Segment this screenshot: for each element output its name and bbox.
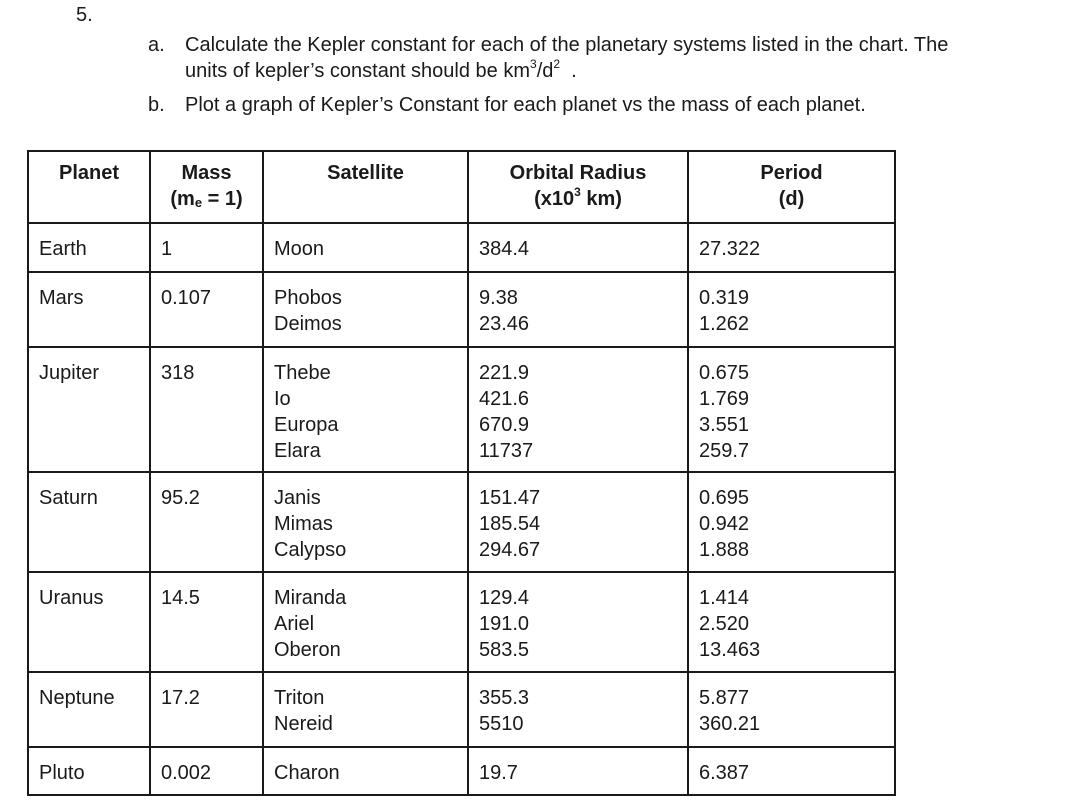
header-mass: Mass (me = 1) — [150, 151, 263, 223]
period-cell-line: 0.942 — [699, 513, 750, 535]
mass-cell: 95.2 — [150, 472, 263, 572]
period-cell-line: 1.414 — [699, 587, 750, 609]
period-cell — [688, 347, 895, 472]
satellite-cell-line: Triton — [274, 687, 325, 709]
period-cell-line: 13.463 — [699, 639, 761, 661]
orbital-radius-cell — [468, 572, 688, 672]
period-cell-line: 3.551 — [699, 414, 750, 436]
satellite-cell — [263, 747, 468, 795]
table-header-row — [28, 151, 895, 223]
part-a-line2-prefix: units of kepler’s constant should be km — [185, 60, 531, 82]
table-row — [28, 572, 895, 672]
orbital-radius-cell-line: 23.46 — [479, 313, 530, 335]
satellite-cell — [263, 572, 468, 672]
orbital-radius-cell-line: 9.38 — [479, 287, 518, 309]
satellite-cell-line: Io — [274, 388, 291, 410]
orbital-radius-cell-line: 384.4 — [479, 238, 530, 260]
header-period: Period (d) — [688, 151, 895, 223]
period-cell-line: 2.520 — [699, 613, 750, 635]
mass-subscript: e — [194, 195, 203, 210]
orbital-radius-cell-line: 583.5 — [479, 639, 530, 661]
orbital-radius-cell-line: 421.6 — [479, 388, 530, 410]
orbital-radius-cell-line: 294.67 — [479, 539, 541, 561]
orbital-radius-cell-line: 19.7 — [479, 762, 518, 784]
satellite-cell — [263, 272, 468, 347]
table-row — [28, 347, 895, 472]
orbital-radius-cell-line: 191.0 — [479, 613, 530, 635]
period-cell-line: 0.319 — [699, 287, 750, 309]
planet-cell: Earth — [28, 223, 150, 272]
orbital-radius-cell — [468, 672, 688, 747]
orbital-radius-cell — [468, 747, 688, 795]
satellite-cell-line: Elara — [274, 440, 321, 462]
planet-cell: Uranus — [28, 572, 150, 672]
table-row — [28, 272, 895, 347]
planet-data-table — [27, 150, 896, 796]
satellite-cell — [263, 223, 468, 272]
header-planet: Planet — [28, 151, 150, 223]
orbital-radius-cell-line: 11737 — [479, 440, 534, 462]
satellite-cell — [263, 672, 468, 747]
period-cell-line: 259.7 — [699, 440, 750, 462]
part-b-text: Plot a graph of Kepler’s Constant for each planet vs the mass of each planet. — [185, 94, 866, 116]
satellite-cell-line: Oberon — [274, 639, 341, 661]
satellite-cell-line: Europa — [274, 414, 339, 436]
satellite-cell-line: Charon — [274, 762, 340, 784]
orbital-radius-cell — [468, 472, 688, 572]
period-cell-line: 1.888 — [699, 539, 750, 561]
satellite-cell-line: Mimas — [274, 513, 333, 535]
mass-cell: 318 — [150, 347, 263, 472]
period-cell-line: 1.769 — [699, 388, 750, 410]
orbital-radius-cell — [468, 223, 688, 272]
period-cell — [688, 672, 895, 747]
question-number: 5. — [76, 4, 93, 26]
orbital-radius-cell-line: 185.54 — [479, 513, 541, 535]
period-cell-line: 0.675 — [699, 362, 750, 384]
d-exponent: 2 — [553, 57, 561, 72]
part-a-line1: Calculate the Kepler constant for each of the planetary systems listed in the chart. The — [185, 34, 949, 56]
period-cell-line: 6.387 — [699, 762, 750, 784]
table-row — [28, 223, 895, 272]
planet-cell: Jupiter — [28, 347, 150, 472]
orbital-radius-cell — [468, 347, 688, 472]
satellite-cell-line: Thebe — [274, 362, 331, 384]
header-satellite: Satellite — [263, 151, 468, 223]
period-cell-line: 5.877 — [699, 687, 750, 709]
satellite-cell-line: Nereid — [274, 713, 333, 735]
planet-cell: Mars — [28, 272, 150, 347]
mass-cell: 0.002 — [150, 747, 263, 795]
period-cell — [688, 572, 895, 672]
table-row — [28, 672, 895, 747]
orbital-radius-cell-line: 129.4 — [479, 587, 530, 609]
period-cell — [688, 223, 895, 272]
satellite-cell-line: Deimos — [274, 313, 342, 335]
mass-cell: 14.5 — [150, 572, 263, 672]
mass-cell: 1 — [150, 223, 263, 272]
orbital-radius-cell-line: 221.9 — [479, 362, 530, 384]
planet-cell: Saturn — [28, 472, 150, 572]
part-a-line2-mid: /d — [536, 60, 554, 82]
satellite-cell-line: Ariel — [274, 613, 315, 635]
orbital-radius-cell — [468, 272, 688, 347]
table-row — [28, 747, 895, 795]
part-a-line2-suffix: . — [560, 60, 577, 82]
orbital-radius-cell-line: 151.47 — [479, 487, 541, 509]
period-cell-line: 27.322 — [699, 238, 761, 260]
satellite-cell-line: Phobos — [274, 287, 342, 309]
km-exponent: 3 — [530, 57, 537, 72]
part-a-text — [185, 32, 948, 84]
table-row — [28, 472, 895, 572]
planet-cell: Pluto — [28, 747, 150, 795]
orbital-radius-cell-line: 355.3 — [479, 687, 530, 709]
mass-cell: 0.107 — [150, 272, 263, 347]
header-orbital-radius: Orbital Radius ($x10^3$ km) — [468, 151, 688, 223]
satellite-cell-line: Calypso — [274, 539, 347, 561]
orbital-radius-cell-line: 5510 — [479, 713, 524, 735]
period-cell-line: 0.695 — [699, 487, 750, 509]
part-a-label: a. — [148, 34, 165, 56]
period-cell — [688, 747, 895, 795]
satellite-cell-line: Miranda — [274, 587, 347, 609]
period-cell — [688, 272, 895, 347]
period-cell-line: 1.262 — [699, 313, 750, 335]
period-cell — [688, 472, 895, 572]
planet-cell: Neptune — [28, 672, 150, 747]
part-b-label: b. — [148, 94, 165, 116]
satellite-cell — [263, 347, 468, 472]
period-cell-line: 360.21 — [699, 713, 761, 735]
satellite-cell-line: Janis — [274, 487, 321, 509]
mass-cell: 17.2 — [150, 672, 263, 747]
orbital-radius-cell-line: 670.9 — [479, 414, 530, 436]
satellite-cell-line: Moon — [274, 238, 325, 260]
satellite-cell — [263, 472, 468, 572]
